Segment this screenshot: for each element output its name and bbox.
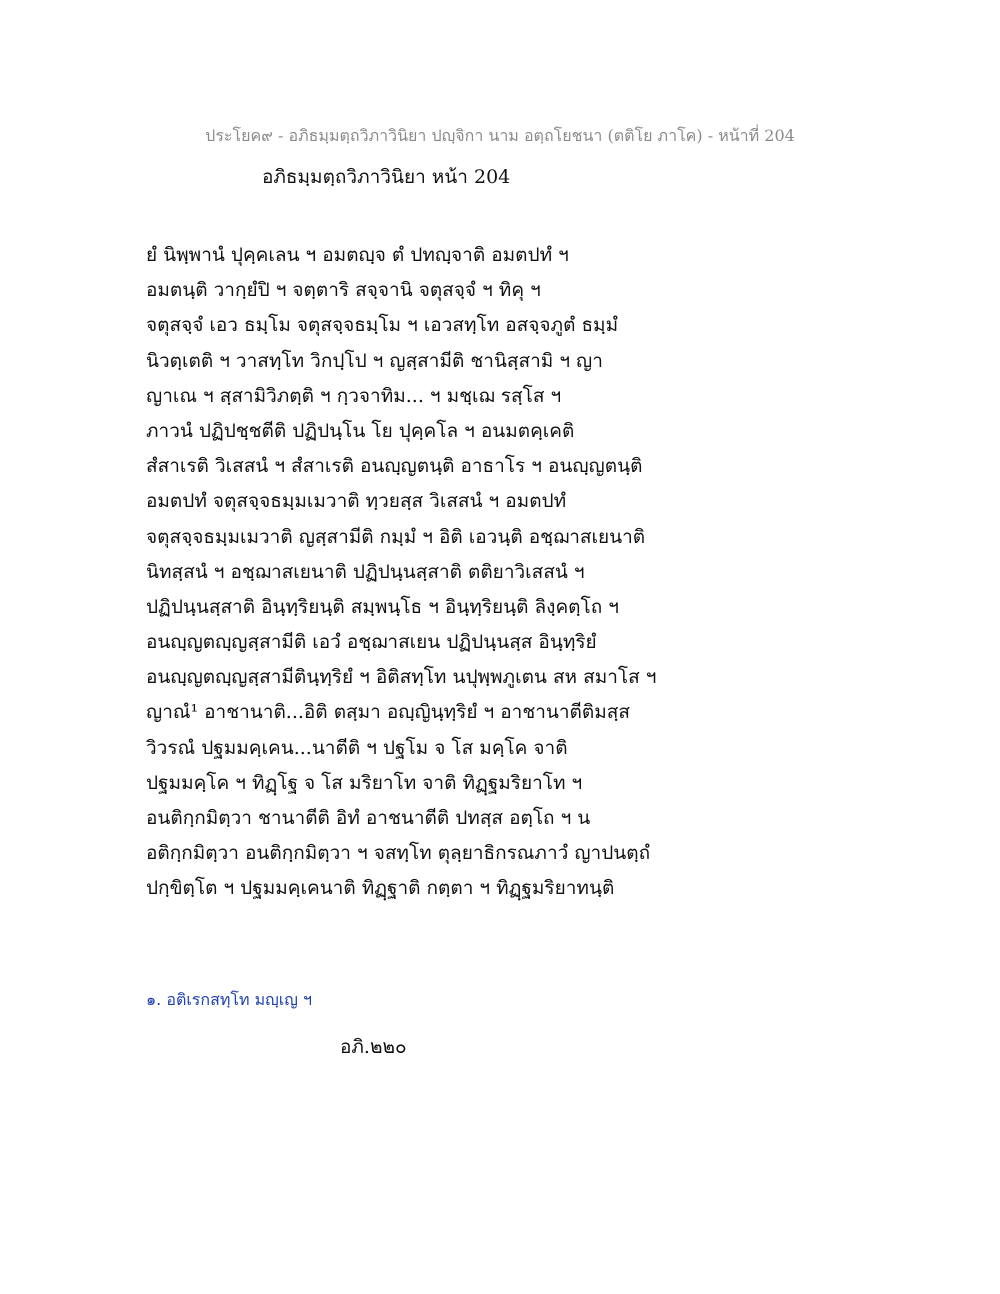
text-line: จตุสจฺจํ เอว ธมฺโม จตุสจฺจธมฺโม ฯ เอวสทฺโท อสจฺจภูตํ ธมฺมํ [146, 314, 619, 337]
running-header: ประโยค๙ - อภิธมฺมตฺถวิภาวินิยา ปญฺจิกา นาม อตฺถโยชนา (ตติโย ภาโค) - หน้าที่ 204 [205, 126, 795, 145]
body-text [146, 238, 866, 907]
page-reference: อภิ.๒๒๐ [340, 1036, 407, 1058]
text-line: อมตนฺติ วากฺยํปิ ฯ จตฺตาริ สจฺจานิ จตุสจฺจํ ฯ ทิคุ ฯ [146, 279, 541, 302]
text-line: ปฏิปนฺนสฺสาติ อินฺทฺริยนฺติ สมฺพนฺโธ ฯ อินฺทฺริยนฺติ ลิงฺคตฺโถ ฯ [146, 595, 619, 618]
text-line: ปกฺขิตฺโต ฯ ปฐมมคฺเคนาติ ทิฏฺฐาติ กตฺตา ฯ ทิฏฺฐมริยาทนฺติ [146, 877, 615, 900]
book-title: อภิธมฺมตฺถวิภาวินิยา หน้า 204 [262, 166, 511, 188]
text-line: วิวรณํ ปฐมมคฺเคน...นาตีติ ฯ ปฐโม จ โส มคฺโค จาติ [146, 736, 568, 759]
text-line: อติกฺกมิตฺวา อนติกฺกมิตฺวา ฯ จสทฺโท ตุลฺยาธิกรณภาวํ ญาปนตฺถํ [146, 842, 651, 865]
text-line: ยํ นิพฺพานํ ปุคฺคเลน ฯ อมตญฺจ ตํ ปทญฺจาติ อมตปทํ ฯ [146, 244, 569, 266]
text-line: อนญฺญตญฺญสฺสามีติ เอวํ อชฺฌาสเยน ปฏิปนฺนสฺส อินฺทฺริยํ [146, 631, 597, 654]
text-line: ญาเณ ฯ สฺสามิวิภตฺติ ฯ กฺวจาทิม... ฯ มชฺเฌ รสฺโส ฯ [146, 384, 562, 407]
footnote: ๑. อติเรกสทฺโท มญฺเญ ฯ [146, 990, 312, 1009]
text-line: สํสาเรติ วิเสสนํ ฯ สํสาเรติ อนญฺญตนฺติ อาธาโร ฯ อนญฺญตนฺติ [146, 455, 643, 478]
text-line: นิทสฺสนํ ฯ อชฺฌาสเยนาติ ปฏิปนฺนสฺสาติ ตติยาวิเสสนํ ฯ [146, 560, 585, 583]
text-line: นิวตฺเตติ ฯ วาสทฺโท วิกปฺโป ฯ ญสฺสามีติ ชานิสฺสามิ ฯ ญา [146, 349, 603, 372]
text-line: ภาวนํ ปฏิปชฺชตีติ ปฏิปนฺโน โย ปุคฺคโล ฯ อนมตคฺเคติ [146, 419, 575, 442]
text-line: อนญฺญตญฺญสฺสามีตินฺทฺริยํ ฯ อิติสทฺโท นปุพฺพภูเตน สห สมาโส ฯ [146, 666, 657, 689]
text-line: จตุสจฺจธมฺมเมวาติ ญสฺสามีติ กมฺมํ ฯ อิติ เอวนฺติ อชฺฌาสเยนาติ [146, 525, 646, 548]
text-line: ปฐมมคฺโค ฯ ทิฏฺโฐ จ โส มริยาโท จาติ ทิฏฺฐมริยาโท ฯ [146, 771, 583, 794]
text-line: ญาณํ¹ อาชานาติ...อิติ ตสฺมา อญฺญินฺทฺริยํ ฯ อาชานาตีติมสฺส [146, 701, 630, 724]
text-line: อนติกฺกมิตฺวา ชานาตีติ อิทํ อาชนาตีติ ปทสฺส อตฺโถ ฯ น [146, 807, 591, 829]
text-line: อมตปทํ จตุสจฺจธมฺมเมวาติ ทฺวยสฺส วิเสสนํ ฯ อมตปทํ [146, 490, 567, 513]
